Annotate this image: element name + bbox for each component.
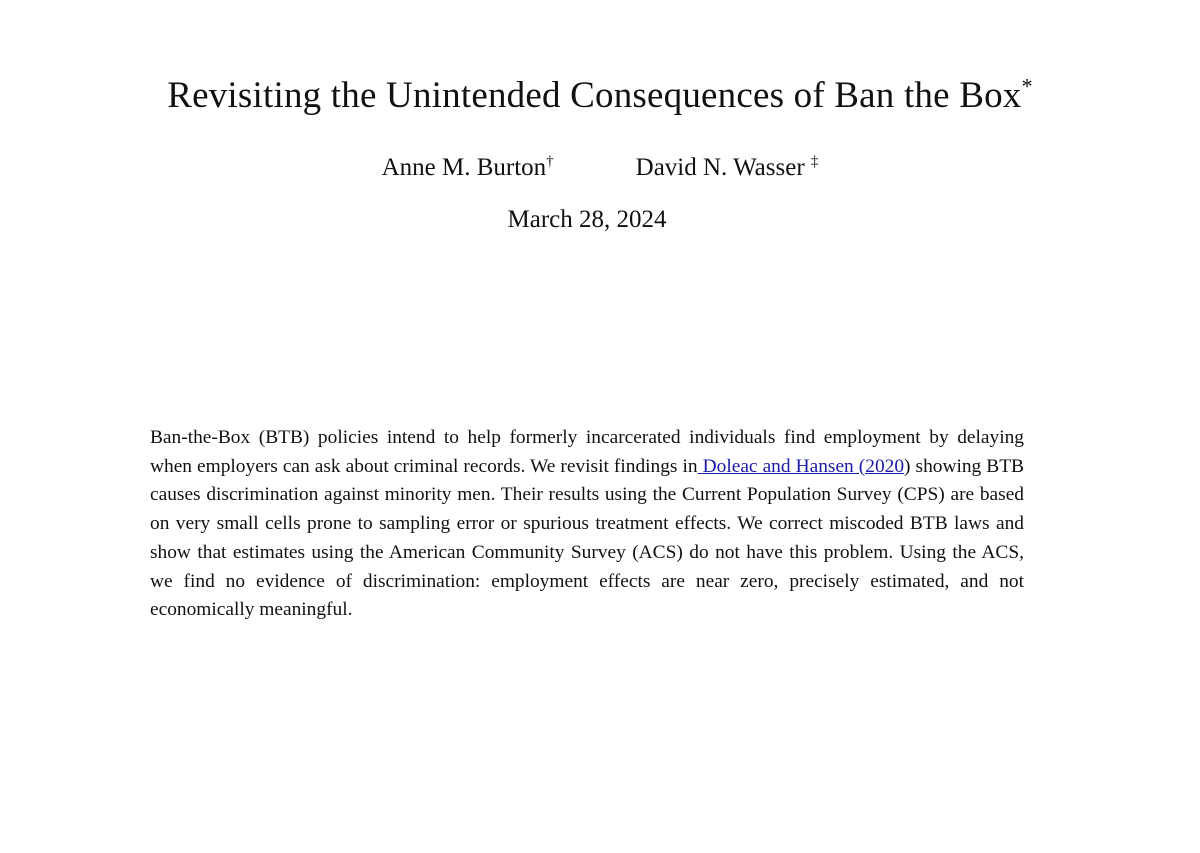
abstract-text-after-link: ) showing BTB causes discrimination against minority men. Their results using the Current Population Survey (CPS) are based on very small cells prone to sampling error or spurious treatment effects. We correct miscoded BTB laws and show that estimates using the American Community Survey (ACS) do not have this problem. Using the ACS, we find no evidence of discrimination: employment effects are near zero, precisely estimated, and not economically meaningful.	[150, 455, 1024, 621]
author-footnote-mark[interactable]: ‡	[810, 153, 819, 170]
abstract	[150, 424, 1024, 625]
title-footnote-mark[interactable]: *	[1021, 73, 1033, 99]
author-wasser	[636, 154, 819, 182]
author-burton	[382, 154, 554, 182]
author-name: Anne M. Burton	[381, 154, 547, 181]
paper-title	[0, 74, 1200, 117]
author-footnote-mark[interactable]: †	[546, 153, 554, 170]
author-name: David N. Wasser	[635, 154, 811, 181]
citation-link[interactable]: Doleac and Hansen (2020	[697, 455, 905, 477]
paper-title-text: Revisiting the Unintended Consequences of Ban the Box	[167, 75, 1022, 116]
publication-date: March 28, 2024	[507, 206, 667, 233]
abstract-text-before-link: Ban-the-Box (BTB) policies intend to help formerly incarcerated individuals find employment by delaying when employers can ask about criminal records. We revisit findings in	[150, 427, 1024, 477]
author-list	[0, 154, 1200, 182]
